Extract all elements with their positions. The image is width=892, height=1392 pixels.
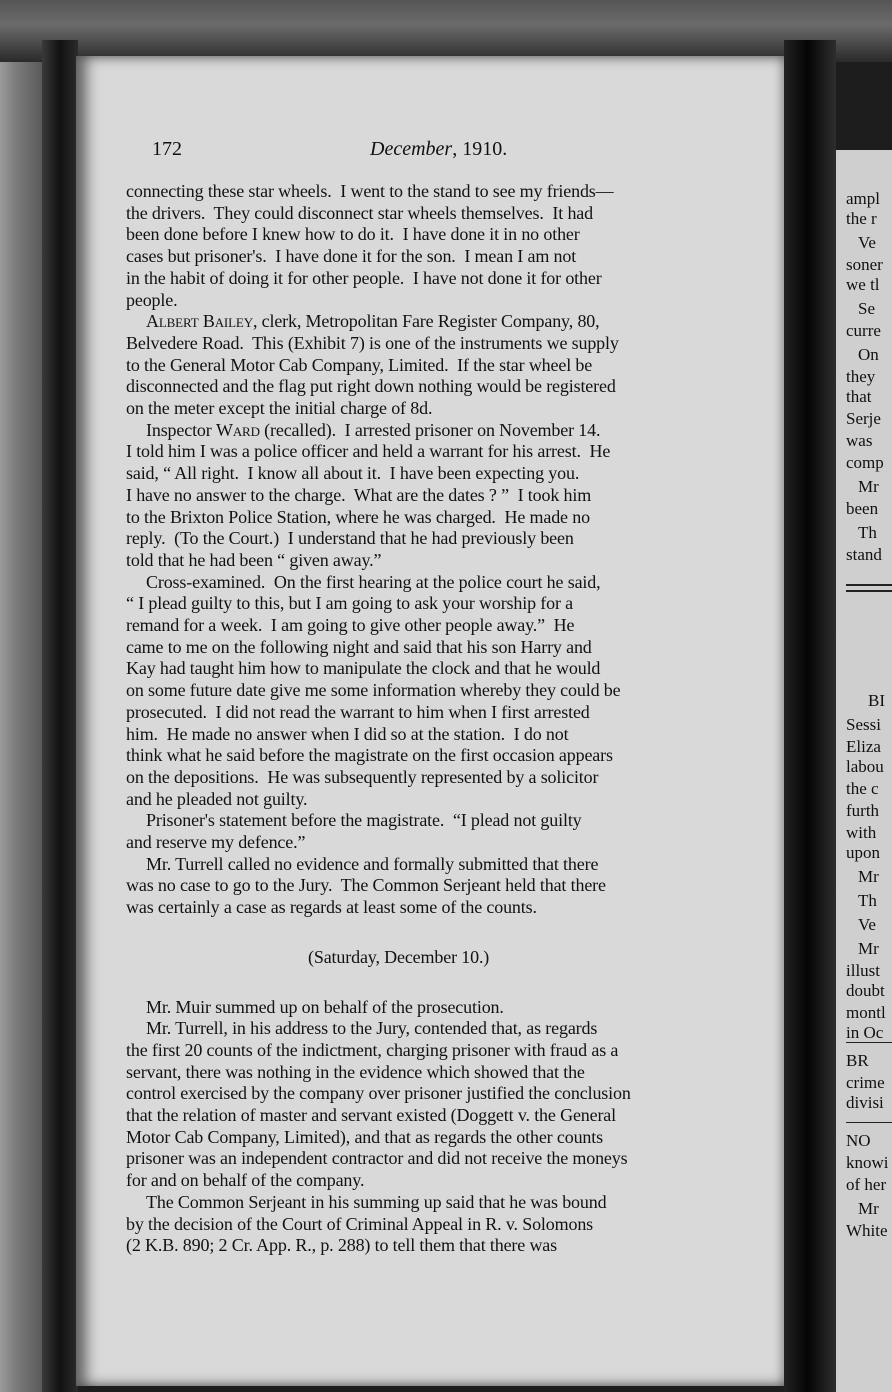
adjacent-page-line: was bbox=[846, 431, 873, 450]
section-rule bbox=[846, 584, 892, 586]
adjacent-page-line: upon bbox=[846, 843, 880, 862]
line-text: prisoner was an independent contractor and did not receive the moneys bbox=[126, 1148, 628, 1169]
text-line bbox=[126, 223, 580, 245]
text-line bbox=[126, 1169, 364, 1191]
text-line bbox=[126, 202, 593, 224]
line-text: Mr. Muir summed up on behalf of the prosecution. bbox=[146, 996, 504, 1017]
adjacent-page-line: Mr bbox=[858, 939, 879, 958]
text-line bbox=[126, 1039, 618, 1061]
line-text: (recalled). I arrested prisoner on November 14. bbox=[259, 419, 601, 440]
adjacent-page-line: White bbox=[846, 1221, 888, 1240]
adjacent-page-line: Serje bbox=[846, 409, 881, 428]
line-text: (2 K.B. 890; 2 Cr. App. R., p. 288) to tell them that there was bbox=[126, 1235, 558, 1256]
adjacent-page-line: Mr bbox=[858, 867, 879, 886]
line-text: Motor Cab Company, Limited), and that as regards the other counts bbox=[126, 1126, 603, 1147]
line-text: on the depositions. He was subsequently represented by a solicitor bbox=[126, 766, 599, 787]
adjacent-page-line: BR bbox=[846, 1051, 869, 1070]
text-line bbox=[146, 571, 600, 593]
adjacent-page-line: comp bbox=[846, 453, 884, 472]
adjacent-page-line: Th bbox=[858, 523, 877, 542]
line-text: reply. (To the Court.) I understand that he had previously been bbox=[126, 528, 574, 549]
text-line bbox=[126, 484, 591, 506]
scan-top-band bbox=[0, 0, 892, 62]
text-line bbox=[126, 1234, 557, 1256]
text-line bbox=[126, 180, 614, 202]
line-text: The Common Serjeant in his summing up said that he was bound bbox=[146, 1191, 607, 1212]
text-line bbox=[126, 723, 568, 745]
adjacent-page-line: BI bbox=[868, 691, 885, 710]
text-line bbox=[146, 419, 600, 441]
text-line bbox=[126, 1213, 593, 1235]
line-text: the drivers. They could disconnect star wheels themselves. It had bbox=[126, 202, 593, 223]
adjacent-page-line: in Oc bbox=[846, 1023, 884, 1042]
text-line bbox=[126, 440, 610, 462]
text-line bbox=[126, 462, 579, 484]
line-text: to the General Motor Cab Company, Limited. If the star wheel be bbox=[126, 354, 593, 375]
page-number: 172 bbox=[152, 138, 182, 160]
adjacent-page-line: Eliza bbox=[846, 737, 881, 756]
line-text: came to me on the following night and said that his son Harry and bbox=[126, 636, 592, 657]
line-text: Cross-examined. On the first hearing at the police court he said, bbox=[146, 571, 601, 592]
text-line bbox=[126, 506, 590, 528]
adjacent-page-line: with bbox=[846, 823, 877, 842]
text-line bbox=[126, 1061, 585, 1083]
adjacent-page-line: Ve bbox=[858, 915, 876, 934]
text-line bbox=[126, 874, 606, 896]
text-line bbox=[126, 332, 619, 354]
text-line bbox=[126, 679, 620, 701]
text-line bbox=[146, 1017, 597, 1039]
line-text: I have no answer to the charge. What are the dates ? ” I took him bbox=[126, 484, 592, 505]
text-line bbox=[126, 701, 590, 723]
text-line bbox=[126, 1082, 631, 1104]
header-date bbox=[370, 138, 507, 161]
adjacent-page-line: they bbox=[846, 367, 876, 386]
line-text: and he pleaded not guilty. bbox=[126, 788, 308, 809]
adjacent-page-line: Mr bbox=[858, 477, 879, 496]
text-line bbox=[126, 397, 432, 419]
line-text: to the Brixton Police Station, where he was charged. He made no bbox=[126, 506, 590, 527]
line-text: told that he had been “ given away.” bbox=[126, 549, 382, 570]
text-line bbox=[126, 614, 574, 636]
text-line bbox=[126, 1104, 616, 1126]
text-line bbox=[126, 788, 307, 810]
text-line bbox=[146, 310, 600, 332]
line-text: prosecuted. I did not read the warrant to him when I first arrested bbox=[126, 701, 590, 722]
line-text: Mr. Turrell, in his address to the Jury, contended that, as regards bbox=[146, 1018, 598, 1039]
header-month: December bbox=[370, 138, 453, 160]
adjacent-page-line: labou bbox=[846, 757, 884, 776]
adjacent-page-line: ampl bbox=[846, 189, 880, 208]
running-header bbox=[152, 138, 732, 168]
line-text: think what he said before the magistrate on the first occasion appears bbox=[126, 745, 613, 766]
line-text: , clerk, Metropolitan Fare Register Company, 80, bbox=[252, 311, 600, 332]
line-text: was no case to go to the Jury. The Common Serjeant held that there bbox=[126, 875, 606, 896]
adjacent-page-line: stand bbox=[846, 545, 882, 564]
line-text: been done before I knew how to do it. I have done it in no other bbox=[126, 224, 580, 245]
line-prefix: Inspector bbox=[146, 419, 216, 440]
adjacent-page bbox=[836, 150, 892, 1392]
adjacent-page-line: of her bbox=[846, 1175, 887, 1194]
text-line bbox=[126, 744, 613, 766]
text-line bbox=[146, 996, 504, 1018]
text-line bbox=[126, 766, 598, 788]
adjacent-page-line: crime bbox=[846, 1073, 885, 1092]
section-rule bbox=[846, 1042, 892, 1043]
adjacent-page-line: we tl bbox=[846, 275, 880, 294]
text-line bbox=[126, 289, 177, 311]
line-text: servant, there was nothing in the evidence which showed that the bbox=[126, 1061, 585, 1082]
line-text: cases but prisoner's. I have done it for the son. I mean I am not bbox=[126, 246, 577, 267]
adjacent-page-line: knowi bbox=[846, 1153, 889, 1172]
text-line bbox=[126, 831, 305, 853]
text-line bbox=[146, 1191, 606, 1213]
adjacent-page-line: curre bbox=[846, 321, 881, 340]
line-text: on the meter except the initial charge of 8d. bbox=[126, 398, 433, 418]
line-text: in the habit of doing it for other people. I have not done it for other bbox=[126, 267, 602, 288]
text-line bbox=[146, 853, 598, 875]
adjacent-page-line: soner bbox=[846, 255, 883, 274]
text-line bbox=[126, 527, 574, 549]
adjacent-page-line: illust bbox=[846, 961, 881, 980]
section-rule bbox=[846, 1122, 892, 1123]
book-gutter bbox=[784, 40, 836, 1392]
text-line bbox=[126, 1126, 603, 1148]
line-text: him. He made no answer when I did so at the station. I do not bbox=[126, 723, 569, 744]
header-year: , 1910. bbox=[452, 138, 508, 160]
text-line bbox=[308, 946, 489, 968]
line-text: that the relation of master and servant existed (Doggett v. the General bbox=[126, 1105, 617, 1125]
line-text: Kay had taught him how to manipulate the clock and that he would bbox=[126, 658, 601, 679]
adjacent-page-line: Se bbox=[858, 299, 875, 318]
text-line bbox=[126, 375, 616, 397]
line-text: Mr. Turrell called no evidence and formally submitted that there bbox=[146, 853, 599, 874]
scan-left-edge bbox=[0, 0, 42, 1392]
text-line bbox=[146, 809, 582, 831]
line-text: Prisoner's statement before the magistrate. “I plead not guilty bbox=[146, 810, 582, 831]
adjacent-page-line: NO bbox=[846, 1131, 871, 1150]
line-text: disconnected and the flag put right down nothing would be registered bbox=[126, 376, 616, 397]
adjacent-page-line: On bbox=[858, 345, 879, 364]
section-rule bbox=[846, 590, 892, 592]
adjacent-page-line: montl bbox=[846, 1003, 886, 1022]
line-text: remand for a week. I am going to give other people away.” He bbox=[126, 615, 575, 635]
text-line bbox=[126, 245, 576, 267]
adjacent-page-line: Mr bbox=[858, 1199, 879, 1218]
line-text: connecting these star wheels. I went to the stand to see my friends— bbox=[126, 181, 614, 201]
adjacent-page-line: furth bbox=[846, 801, 880, 820]
witness-name: Ward bbox=[215, 419, 260, 440]
line-text: was certainly a case as regards at least some of the counts. bbox=[126, 897, 537, 918]
line-text: Belvedere Road. This (Exhibit 7) is one of the instruments we supply bbox=[126, 332, 619, 353]
line-text: people. bbox=[126, 289, 178, 310]
adjacent-page-line: Ve bbox=[858, 233, 876, 252]
text-line bbox=[126, 549, 381, 571]
witness-name: Albert Bailey bbox=[146, 311, 253, 332]
line-text: by the decision of the Court of Criminal Appeal in R. v. Solomons bbox=[126, 1213, 594, 1234]
adjacent-page-line: Th bbox=[858, 891, 877, 910]
line-text: said, “ All right. I know all about it. I have been expecting you. bbox=[126, 463, 580, 484]
adjacent-page-line: divisi bbox=[846, 1093, 884, 1112]
adjacent-page-line: doubt bbox=[846, 981, 885, 1000]
line-text: I told him I was a police officer and held a warrant for his arrest. He bbox=[126, 441, 611, 462]
text-line bbox=[126, 267, 602, 289]
text-line bbox=[126, 354, 592, 376]
line-text: on some future date give me some information whereby they could be bbox=[126, 680, 621, 701]
line-text: (Saturday, December 10.) bbox=[308, 946, 490, 967]
text-line bbox=[126, 592, 573, 614]
adjacent-page-line: that bbox=[846, 387, 872, 406]
line-text: and reserve my defence.” bbox=[126, 832, 306, 852]
line-text: the first 20 counts of the indictment, charging prisoner with fraud as a bbox=[126, 1039, 619, 1060]
adjacent-page-line: Sessi bbox=[846, 715, 881, 734]
text-line bbox=[126, 1147, 627, 1169]
adjacent-page-line: the r bbox=[846, 209, 877, 228]
text-line bbox=[126, 896, 537, 918]
line-text: for and on behalf of the company. bbox=[126, 1170, 365, 1191]
text-line bbox=[126, 657, 600, 679]
line-text: “ I plead guilty to this, but I am going to ask your worship for a bbox=[126, 593, 574, 614]
text-line bbox=[126, 636, 592, 658]
adjacent-page-line: been bbox=[846, 499, 879, 518]
page-binding bbox=[42, 40, 78, 1392]
adjacent-page-line: the c bbox=[846, 779, 879, 798]
line-text: control exercised by the company over prisoner justified the conclusion bbox=[126, 1083, 631, 1104]
